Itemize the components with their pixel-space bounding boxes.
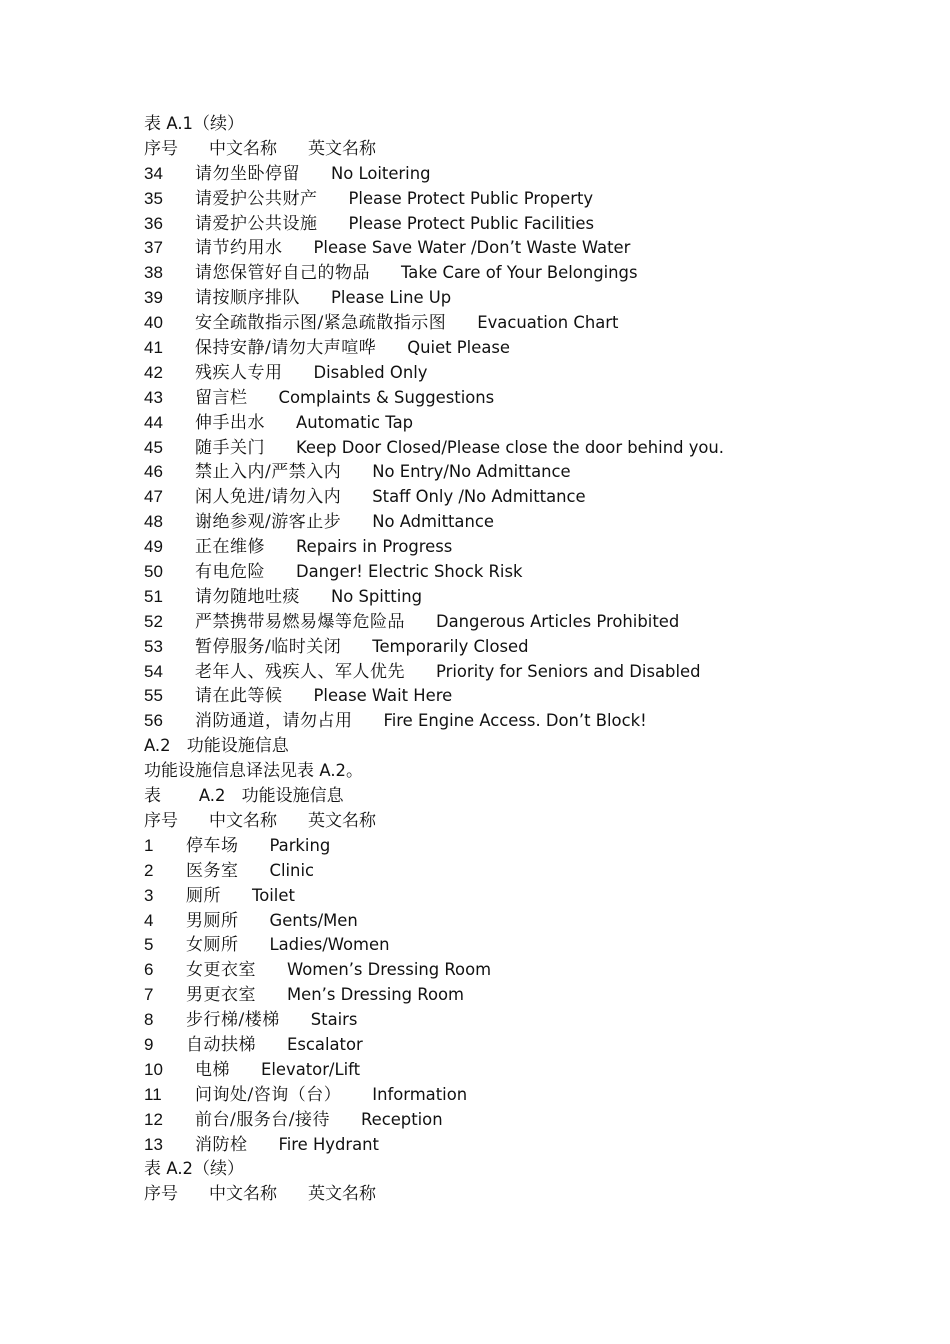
row-number: 9: [144, 1034, 154, 1054]
row-english-name: No Admittance: [372, 512, 494, 532]
table-row: [144, 684, 924, 709]
row-chinese-name: 男更衣室: [186, 985, 256, 1006]
row-chinese-name: 留言栏: [195, 387, 248, 408]
header-no: 序号: [144, 138, 178, 159]
table-row: [144, 510, 924, 535]
row-english-name: Women’s Dressing Room: [287, 960, 492, 980]
row-number: 42: [144, 362, 163, 382]
table-row: [144, 983, 924, 1008]
row-chinese-name: 消防通道，请勿占用: [195, 711, 353, 732]
row-chinese-name: 女厕所: [186, 935, 239, 956]
table-row: [144, 958, 924, 983]
row-chinese-name: 安全疏散指示图/紧急疏散指示图: [195, 313, 447, 334]
row-english-name: Toilet: [252, 885, 295, 905]
table-a1-header: [144, 137, 924, 162]
table-row: [144, 1108, 924, 1133]
row-english-name: Information: [372, 1084, 468, 1104]
row-english-name: Fire Engine Access. Don’t Block!: [383, 711, 647, 731]
caption-code: A.2: [198, 786, 226, 806]
row-number: 51: [144, 586, 163, 606]
table-row: [144, 236, 924, 261]
row-number: 40: [144, 313, 163, 333]
table-row: [144, 162, 924, 187]
section-a2-intro: [144, 759, 924, 784]
row-chinese-name: 禁止入内/严禁入内: [195, 462, 342, 483]
table-row: [144, 1083, 924, 1108]
table-a2-rows: [144, 834, 924, 1158]
row-number: 49: [144, 537, 163, 557]
row-number: 1: [144, 835, 154, 855]
row-english-name: Dangerous Articles Prohibited: [436, 611, 680, 631]
table-row: [144, 610, 924, 635]
header-zh: 中文名称: [209, 810, 277, 831]
table-a1-caption: [144, 112, 924, 137]
header-zh: 中文名称: [209, 1184, 277, 1205]
row-number: 35: [144, 188, 163, 208]
table-row: [144, 187, 924, 212]
row-english-name: Keep Door Closed/Please close the door behind you.: [296, 437, 725, 457]
row-english-name: Quiet Please: [407, 338, 510, 358]
table-row: [144, 1008, 924, 1033]
row-english-name: No Spitting: [331, 586, 423, 606]
table-row: [144, 859, 924, 884]
row-chinese-name: 老年人、残疾人、军人优先: [195, 661, 405, 682]
document-page: [144, 112, 924, 1207]
row-number: 5: [144, 935, 154, 955]
row-english-name: Priority for Seniors and Disabled: [436, 661, 701, 681]
row-number: 4: [144, 910, 154, 930]
table-a2-caption: [144, 784, 924, 809]
header-en: 英文名称: [308, 1184, 376, 1205]
row-number: 48: [144, 512, 163, 532]
row-number: 34: [144, 163, 163, 183]
row-english-name: Please Protect Public Facilities: [348, 213, 595, 233]
row-chinese-name: 请爱护公共财产: [195, 188, 318, 209]
row-number: 13: [144, 1134, 163, 1154]
intro-text: 功能设施信息译法见表: [144, 761, 314, 782]
row-chinese-name: 请您保管好自己的物品: [195, 263, 370, 284]
row-chinese-name: 请在此等候: [195, 686, 283, 707]
row-chinese-name: 请按顺序排队: [195, 288, 300, 309]
row-number: 37: [144, 238, 163, 258]
table-row: [144, 286, 924, 311]
table-row: [144, 585, 924, 610]
header-no: 序号: [144, 1184, 178, 1205]
row-english-name: Please Protect Public Property: [348, 188, 594, 208]
row-number: 3: [144, 885, 154, 905]
table-a2-cont-header: [144, 1182, 924, 1207]
row-chinese-name: 停车场: [186, 835, 239, 856]
row-english-name: No Loitering: [331, 163, 431, 183]
table-row: [144, 1133, 924, 1158]
row-english-name: Stairs: [310, 1010, 358, 1030]
table-row: [144, 336, 924, 361]
row-chinese-name: 自动扶梯: [186, 1034, 256, 1055]
table-row: [144, 933, 924, 958]
row-english-name: Take Care of Your Belongings: [401, 263, 638, 283]
row-english-name: Escalator: [287, 1034, 363, 1054]
row-english-name: Men’s Dressing Room: [287, 985, 464, 1005]
row-number: 8: [144, 1010, 154, 1030]
row-chinese-name: 请勿随地吐痰: [195, 586, 300, 607]
row-number: 54: [144, 661, 163, 681]
row-chinese-name: 闲人免进/请勿入内: [195, 487, 342, 508]
caption-label: 表: [144, 114, 161, 134]
intro-end: 。: [345, 761, 363, 782]
table-a2-cont-caption: [144, 1157, 924, 1182]
table-row: [144, 560, 924, 585]
caption-suffix: （续）: [192, 1159, 244, 1180]
row-number: 38: [144, 263, 163, 283]
row-number: 47: [144, 487, 163, 507]
table-row: [144, 436, 924, 461]
row-english-name: Please Line Up: [331, 288, 452, 308]
row-chinese-name: 暂停服务/临时关闭: [195, 636, 342, 657]
row-english-name: Reception: [360, 1109, 443, 1129]
row-english-name: Complaints & Suggestions: [278, 387, 495, 407]
row-english-name: Ladies/Women: [269, 935, 390, 955]
row-number: 2: [144, 860, 154, 880]
row-number: 6: [144, 960, 154, 980]
row-english-name: Temporarily Closed: [372, 636, 529, 656]
caption-suffix: （续）: [192, 114, 244, 134]
row-chinese-name: 请爱护公共设施: [195, 213, 318, 234]
caption-title: 功能设施信息: [241, 786, 344, 807]
section-code: A.2: [144, 736, 171, 756]
row-chinese-name: 随手关门: [195, 437, 265, 458]
row-chinese-name: 电梯: [195, 1059, 230, 1080]
row-english-name: Please Save Water /Don’t Waste Water: [313, 238, 631, 258]
intro-code: A.2: [319, 761, 346, 781]
row-english-name: Please Wait Here: [313, 686, 453, 706]
row-number: 45: [144, 437, 163, 457]
row-chinese-name: 男厕所: [186, 910, 239, 931]
row-number: 41: [144, 338, 163, 358]
caption-label: 表: [144, 786, 161, 807]
header-en: 英文名称: [308, 810, 376, 831]
row-number: 12: [144, 1109, 163, 1129]
caption-code: A.2: [166, 1159, 193, 1179]
row-chinese-name: 有电危险: [195, 562, 265, 583]
header-en: 英文名称: [308, 138, 376, 159]
row-chinese-name: 残疾人专用: [195, 362, 283, 383]
row-chinese-name: 请勿坐卧停留: [195, 163, 300, 184]
row-number: 39: [144, 288, 163, 308]
table-row: [144, 212, 924, 237]
row-chinese-name: 厕所: [186, 885, 221, 906]
table-row: [144, 361, 924, 386]
table-a2-header: [144, 809, 924, 834]
caption-code: A.1: [166, 114, 193, 133]
header-no: 序号: [144, 810, 178, 831]
section-a2-heading: [144, 734, 924, 759]
table-row: [144, 311, 924, 336]
caption-label: 表: [144, 1159, 161, 1180]
row-english-name: Parking: [269, 835, 331, 855]
row-number: 36: [144, 213, 163, 233]
row-chinese-name: 严禁携带易燃易爆等危险品: [195, 611, 405, 632]
row-chinese-name: 步行梯/楼梯: [186, 1010, 280, 1031]
table-row: [144, 909, 924, 934]
row-number: 43: [144, 387, 163, 407]
row-english-name: Danger! Electric Shock Risk: [296, 562, 523, 582]
row-english-name: Automatic Tap: [296, 412, 414, 432]
row-number: 10: [144, 1059, 163, 1079]
row-chinese-name: 前台/服务台/接待: [195, 1109, 330, 1130]
row-chinese-name: 正在维修: [195, 537, 265, 558]
row-chinese-name: 女更衣室: [186, 960, 256, 981]
row-english-name: Evacuation Chart: [477, 313, 619, 333]
row-number: 53: [144, 636, 163, 656]
table-row: [144, 411, 924, 436]
table-row: [144, 834, 924, 859]
row-english-name: Disabled Only: [313, 362, 428, 382]
table-row: [144, 460, 924, 485]
table-row: [144, 261, 924, 286]
table-row: [144, 485, 924, 510]
table-row: [144, 709, 924, 734]
row-number: 7: [144, 985, 154, 1005]
row-number: 52: [144, 611, 163, 631]
table-a1-rows: [144, 162, 924, 734]
row-number: 11: [144, 1084, 162, 1104]
row-number: 50: [144, 562, 163, 582]
row-chinese-name: 请节约用水: [195, 238, 283, 259]
table-row: [144, 660, 924, 685]
row-english-name: Clinic: [269, 860, 315, 880]
row-chinese-name: 伸手出水: [195, 412, 265, 433]
table-row: [144, 535, 924, 560]
table-row: [144, 1058, 924, 1083]
row-chinese-name: 保持安静/请勿大声喧哗: [195, 338, 377, 359]
row-number: 55: [144, 686, 163, 706]
row-number: 56: [144, 711, 163, 731]
row-chinese-name: 消防栓: [195, 1134, 248, 1155]
row-english-name: Fire Hydrant: [278, 1134, 379, 1154]
table-row: [144, 884, 924, 909]
section-title: 功能设施信息: [186, 736, 289, 757]
row-english-name: Elevator/Lift: [261, 1059, 361, 1079]
row-number: 46: [144, 462, 163, 482]
row-english-name: Gents/Men: [269, 910, 358, 930]
row-number: 44: [144, 412, 163, 432]
row-english-name: Repairs in Progress: [296, 537, 453, 557]
row-chinese-name: 问询处/咨询（台）: [195, 1084, 342, 1105]
table-row: [144, 1033, 924, 1058]
row-chinese-name: 谢绝参观/游客止步: [195, 512, 342, 533]
table-row: [144, 386, 924, 411]
row-english-name: Staff Only /No Admittance: [372, 487, 586, 507]
row-english-name: No Entry/No Admittance: [372, 462, 571, 482]
row-chinese-name: 医务室: [186, 860, 239, 881]
table-row: [144, 635, 924, 660]
header-zh: 中文名称: [209, 138, 277, 159]
